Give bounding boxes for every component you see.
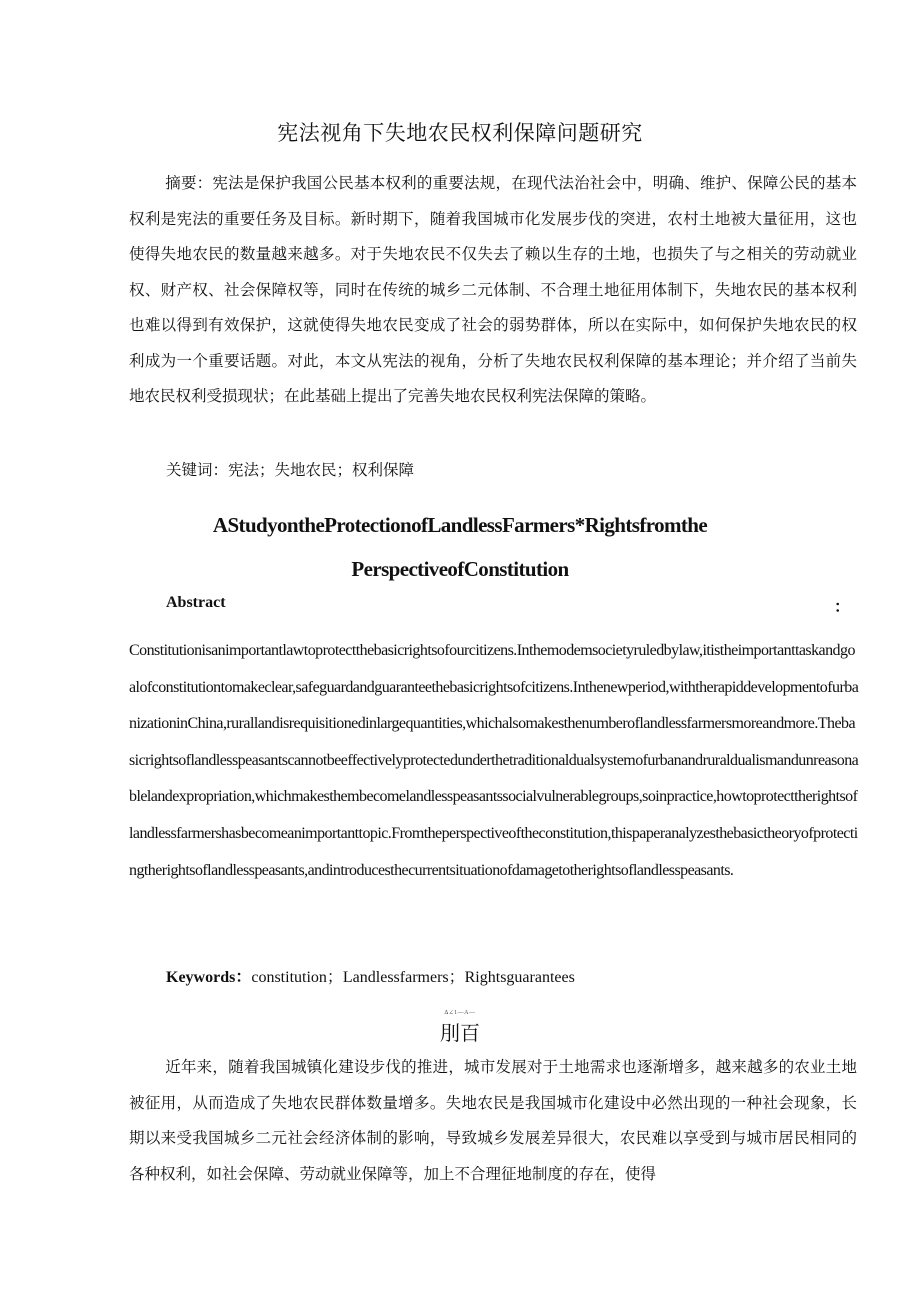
abstract-en-body: Constitutionisanimportantlawtoprotectthebasicrightsofourcitizens.Inthemodemsocietyruledbylaw,itistheimportanttaskandgoalofconstitutiontomakeclear,safeguardandguaranteethebasicrightsofcitizens.Inthenewperiod,withtherapiddevelopmentofurbanizationinChina,rurallandisrequisitionedinlargequantities,whichalsomakesthenumberoflandlessfarmersmoreandmore.Thebasicrightsoflandlesspeasantscannotbeeffectivelyprotectedunderthetraditionaldualsystemofurbanandruraldualismandunreasonablelandexpropriation,whichmakesthembecomelandlesspeasantssocialvulnerablegroups,soinpractice,howtoprotecttherightsoflandlessfarmershasbecomeanimportanttopic.Fromtheperspectiveoftheconstitution,thispaperanalyzesthebasictheoryofprotectingtherightsoflandlesspeasants,andintroducesthecurrentsituationofdamagetotherightsoflandlesspeasants. bbox=[129, 642, 859, 879]
document-title-zh: 宪法视角下失地农民权利保障问题研究 bbox=[277, 121, 643, 145]
abstract-en-label: Abstract bbox=[166, 594, 226, 611]
title-en-line-1: AStudyontheProtectionofLandlessFarmers*Rightsfromthe bbox=[212, 513, 708, 537]
abstract-en-colon: ： bbox=[834, 599, 851, 616]
section-heading-zh: 刖百 bbox=[440, 1021, 480, 1045]
abstract-zh bbox=[129, 166, 857, 415]
intro-paragraph-zh bbox=[129, 1050, 857, 1192]
keywords-en-label: Keywords： bbox=[166, 969, 252, 986]
document-title-en bbox=[0, 503, 920, 591]
keywords-en-body: constitution；Landlessfarmers；Rightsguarantees bbox=[251, 969, 575, 986]
abstract-zh-body: 宪法是保护我国公民基本权利的重要法规，在现代法治社会中，明确、维护、保障公民的基本权利是宪法的重要任务及目标。新时期下，随着我国城市化发展步伐的突进，农村土地被大量征用，这也使得失地农民的数量越来越多。对于失地农民不仅失去了赖以生存的土地，也损失了与之相关的劳动就业权、财产权、社会保障权等，同时在传统的城乡二元体制、不合理土地征用体制下，失地农民的基本权利也难以得到有效保护，这就使得失地农民变成了社会的弱势群体，所以在实际中，如何保护失地农民的权利成为一个重要话题。对此，本文从宪法的视角，分析了失地农民权利保障的基本理论；并介绍了当前失地农民权利受损现状；在此基础上提出了完善失地农民权利宪法保障的策略。 bbox=[129, 174, 857, 405]
intro-zh-body: 近年来，随着我国城镇化建设步伐的推进，城市发展对于土地需求也逐渐增多，越来越多的农业土地被征用，从而造成了失地农民群体数量增多。失地农民是我国城市化建设中必然出现的一种社会现象，长期以来受我国城乡二元社会经济体制的影响，导致城乡发展差异很大，农民难以享受到与城市居民相同的各种权利，如社会保障、劳动就业保障等，加上不合理征地制度的存在，使得 bbox=[129, 1058, 857, 1183]
keywords-en bbox=[166, 964, 575, 992]
heading-mark: ∆∠1—A— bbox=[444, 1010, 476, 1016]
keywords-zh: 关键词：宪法；失地农民；权利保障 bbox=[166, 461, 415, 479]
title-en-line-2: PerspectiveofConstitution bbox=[351, 557, 569, 581]
abstract-zh-label: 摘要： bbox=[165, 174, 213, 192]
